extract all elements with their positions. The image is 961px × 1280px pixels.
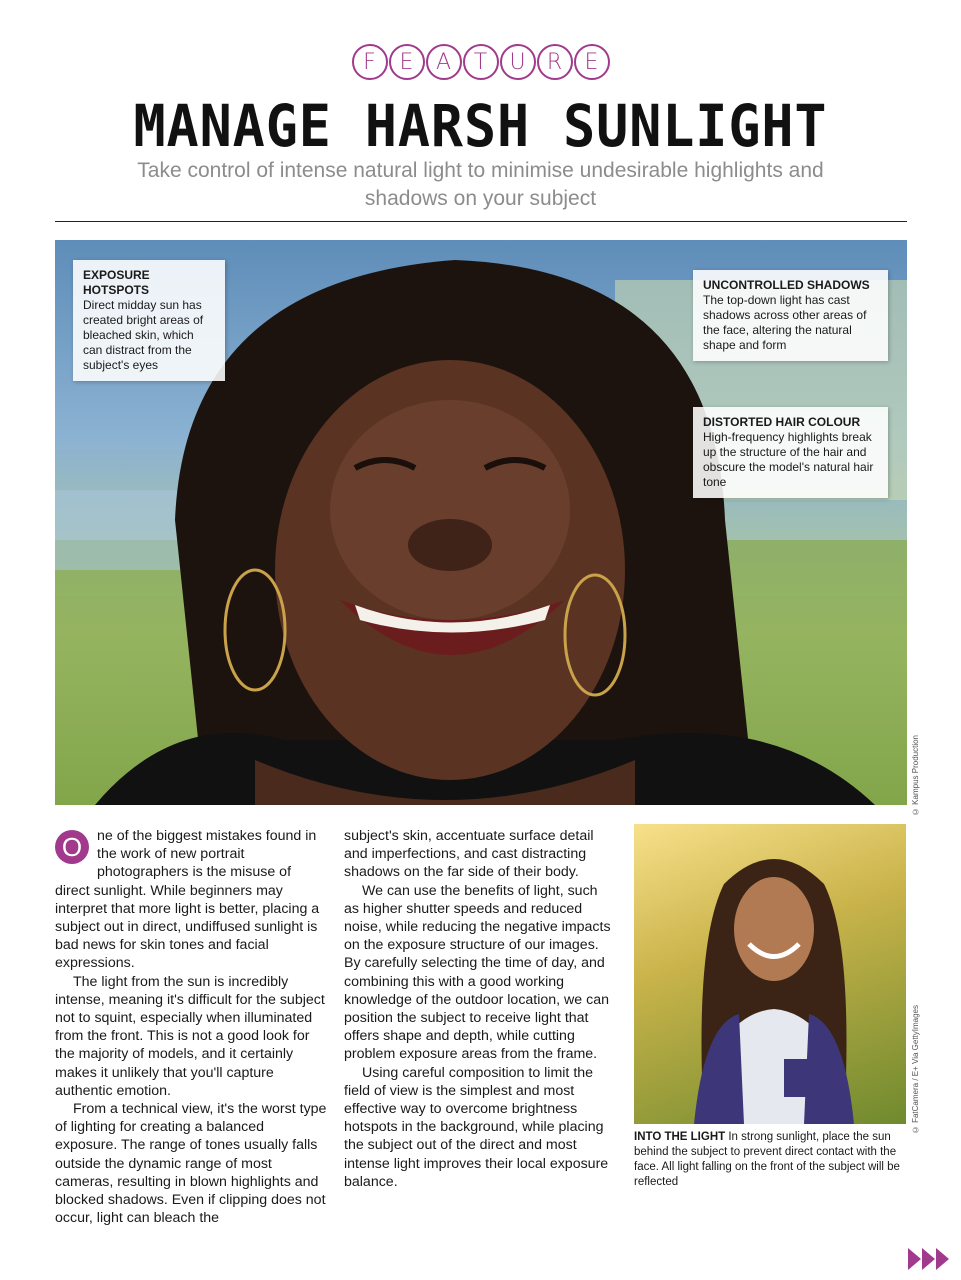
side-portrait-illustration xyxy=(634,824,906,1124)
body-paragraph: ne of the biggest mistakes found in the work of new portrait photographers is the misuse of direct sunlight. While beginners may interpret that more light is better, placing a subject out in direct, undiffused sunlight is bad news for skin tones and facial expressions. xyxy=(55,828,320,972)
side-photo-credit: © FatCamera / E+ Via GettyImages xyxy=(911,1005,920,1135)
side-caption xyxy=(634,1130,906,1190)
standfirst: Take control of intense natural light to minimise undesirable highlights and shadows on your subject xyxy=(137,159,824,210)
caption-title: INTO THE LIGHT xyxy=(634,1131,726,1143)
next-page-arrows-icon xyxy=(907,1248,949,1270)
callout-title: EXPOSURE HOTSPOTS xyxy=(83,268,150,297)
kicker-letter: R xyxy=(537,44,573,80)
feature-kicker xyxy=(0,44,961,80)
callout-exposure-hotspots xyxy=(73,260,225,381)
body-paragraph: The light from the sun is incredibly intense, meaning it's difficult for the subject not to squint, especially when illuminated from the front. This is not a good look for the majority of models, and it certainly makes it unlikely that you'll capture authentic emotion. xyxy=(55,973,325,1099)
callout-distorted-hair-colour xyxy=(693,407,888,498)
body-paragraph: Using careful composition to limit the field of view is the simplest and most effective way to overcome brightness hotspots in the background, while placing the subject out of the direct and most intense light improves their local exposure balance. xyxy=(344,1064,609,1190)
kicker-letter: A xyxy=(426,44,462,80)
kicker-letter: F xyxy=(352,44,388,80)
kicker-letter: E xyxy=(389,44,425,80)
body-column-1 xyxy=(55,827,327,1227)
kicker-letter: U xyxy=(500,44,536,80)
caption-text: In strong sunlight, place the sun behind the subject to prevent direct contact with the face. All light falling on the front of the subject will be reflected xyxy=(634,1131,900,1188)
callout-text: Direct midday sun has created bright areas of bleached skin, which can distract from the subject's eyes xyxy=(83,298,204,372)
kicker-letter: T xyxy=(463,44,499,80)
body-paragraph: From a technical view, it's the worst type of lighting for creating a balanced exposure. The range of tones usually falls outside the dynamic range of most cameras, resulting in blown highlights and blocked shadows. Even if clipping does not occur, light can bleach the xyxy=(55,1101,327,1227)
side-photo xyxy=(634,824,906,1124)
hero-photo xyxy=(55,240,907,805)
kicker-letter: E xyxy=(574,44,610,80)
callout-text: The top-down light has cast shadows across other areas of the face, altering the natural shape and form xyxy=(703,293,867,352)
body-paragraph: subject's skin, accentuate surface detail and imperfections, and cast distracting shadows on the far side of their body. xyxy=(344,828,594,881)
callout-text: High-frequency highlights break up the structure of the hair and obscure the model's natural hair tone xyxy=(703,430,874,489)
drop-cap: O xyxy=(55,830,89,864)
callout-title: UNCONTROLLED SHADOWS xyxy=(703,278,870,292)
body-column-2 xyxy=(344,827,616,1191)
divider xyxy=(55,221,907,222)
body-paragraph: We can use the benefits of light, such as higher shutter speeds and reduced noise, while reducing the negative impacts on the exposure structure of our images. By carefully selecting the time of day, and combining this with a good working knowledge of the outdoor location, we can position the subject to receive light that offers shape and depth, while cutting problem exposure areas from the frame. xyxy=(344,882,611,1063)
callout-uncontrolled-shadows xyxy=(693,270,888,361)
page-title: MANAGE HARSH SUNLIGHT xyxy=(133,92,828,160)
callout-title: DISTORTED HAIR COLOUR xyxy=(703,415,861,429)
photo-credit: © Kampus Production xyxy=(911,735,920,817)
